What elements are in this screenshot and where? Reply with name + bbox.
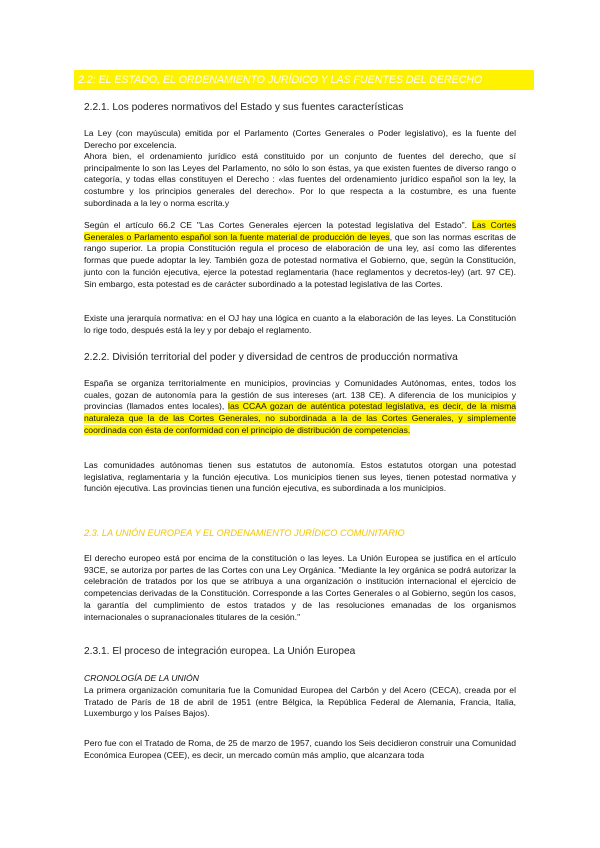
- section-2-3-title: 2.3. LA UNIÓN EUROPEA Y EL ORDENAMIENTO JURÍDICO COMUNITARIO: [84, 528, 405, 538]
- main-heading: 2.2: EL ESTADO, EL ORDENAMIENTO JURÍDICO Y LAS FUENTES DEL DERECHO: [74, 70, 534, 90]
- paragraph: Existe una jerarquía normativa: en el OJ hay una lógica en cuanto a la elaboración de las leyes. La Constitución lo rige todo, después está la ley y por debajo el reglamento.: [84, 313, 516, 335]
- subtitle: CRONOLOGÍA DE LA UNIÓN: [84, 673, 199, 683]
- paragraph: Las comunidades autónomas tienen sus estatutos de autonomía. Estos estatutos otorgan una potestad legislativa, reglamentaria y la función ejecutiva. Los municipios tienen sus leyes, tienen potestad normativa y función ejecutiva. Las provincias tienen una función ejecutiva, es subordinada a los municipios.: [84, 460, 516, 494]
- paragraph: La Ley (con mayúscula) emitida por el Parlamento (Cortes Generales o Poder legislativo), es la fuente del Derecho por excelencia.: [84, 128, 516, 150]
- text: , que son las normas escritas de rango superior. La propia Constitución regula el proceso de elaboración de una ley, así como las diferentes formas que puede adoptar la ley. También goza de potestad normativa el Gobierno, que, según la Constitución, junto con la función ejecutiva, ejerce la potestad reglamentaria (hace reglamentos y decretos-ley) (art. 97 CE). Sin embargo, esta potestad es de carácter subordinado a la potestad legislativa de las Cortes.: [84, 231, 516, 289]
- highlighted-text: las CCAA gozan de auténtica potestad legislativa, es decir, de la misma naturaleza que la de las Cortes Generales, no subordinada a la de las Cortes Generales, y simplemente coordinada con ésta de conformidad con el principio de distribución de competencias.: [84, 401, 517, 435]
- text: Según el artículo 66.2 CE "Las Cortes Generales ejercen la potestad legislativa del Estado".: [84, 220, 472, 230]
- highlighted-text: Las Cortes Generales o Parlamento español son la fuente material de producción de leyes: [84, 220, 516, 242]
- paragraph: El derecho europeo está por encima de la constitución o las leyes. La Unión Europea se justifica en el artículo 93CE, se autoriza por partes de las Cortes con una Ley Orgánica. "Mediante la ley orgánica se podrá autorizar la celebración de tratados por los que se atribuya a una organización o institución internacional el ejercicio de competencias derivadas de la Constitución. Corresponde a las Cortes Generales o al Gobierno, según los casos, la garantía del cumplimiento de estos tratados y de las resoluciones emanadas de los organismos internacionales o supranacionales titulares de la cesión.": [84, 553, 516, 622]
- section-2-2-2-title: 2.2.2. División territorial del poder y diversidad de centros de producción normativa: [84, 352, 458, 363]
- section-2-3-1-title: 2.3.1. El proceso de integración europea. La Unión Europea: [84, 646, 356, 657]
- paragraph: Ahora bien, el ordenamiento jurídico está constituido por un conjunto de fuentes del derecho, que sí principalmente lo son las Leyes del Parlamento, no sólo lo son éstas, ya que existen fuentes de diverso rango o categoría, y todas ellas constituyen el Derecho : «las fuentes del ordenamiento jurídico español son la ley, la costumbre y los principios generales del derecho». Por lo que respecta a la costumbre, es una fuente subordinada a la ley o norma escrita.y: [84, 151, 516, 208]
- section-2-2-1-title: 2.2.1. Los poderes normativos del Estado y sus fuentes características: [84, 102, 404, 113]
- paragraph: [84, 378, 516, 437]
- paragraph: La primera organización comunitaria fue la Comunidad Europea del Carbón y del Acero (CECA), creada por el Tratado de París de 18 de abril de 1951 (entre Bélgica, la República Federal de Alemania, Francia, Italia, Luxemburgo y los Países Bajos).: [84, 685, 516, 719]
- paragraph: [84, 220, 516, 290]
- text: España se organiza territorialmente en municipios, provincias y Comunidades Autónomas, entes, todos los cuales, gozan de autonomía para la gestión de sus intereses (art. 138 CE). A diferencia de los municipios y provincias (llamados entes locales),: [84, 378, 516, 412]
- paragraph: Pero fue con el Tratado de Roma, de 25 de marzo de 1957, cuando los Seis decidieron construir una Comunidad Económica Europea (CEE), es decir, un mercado común más amplio, que alcanzara toda: [84, 738, 516, 760]
